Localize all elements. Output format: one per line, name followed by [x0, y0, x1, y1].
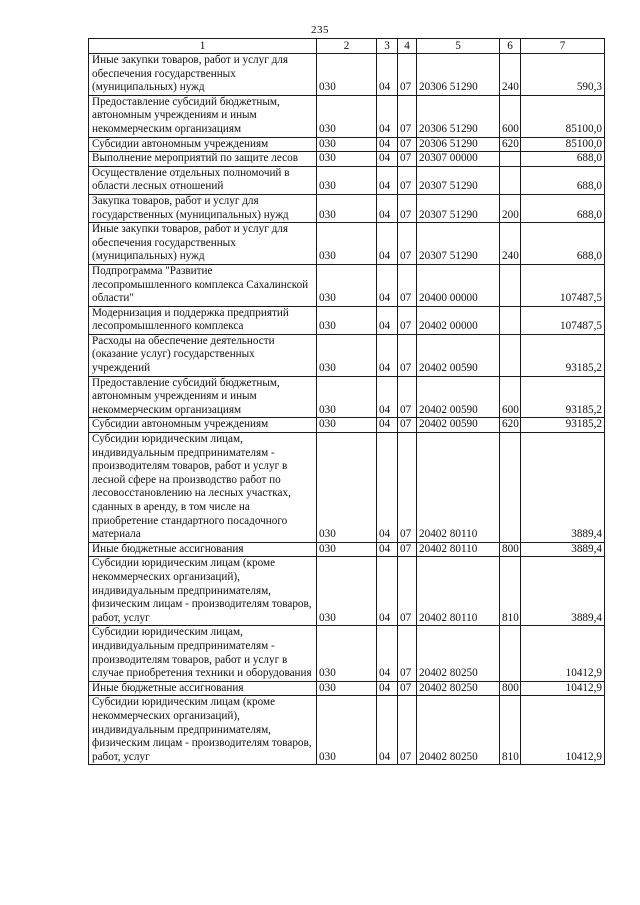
target-article-cell: 20402 00590	[417, 376, 500, 418]
section-code-cell: 04	[377, 152, 398, 167]
column-header: 3	[377, 39, 398, 54]
target-article-cell: 20402 80110	[417, 542, 500, 557]
table-row	[89, 681, 605, 696]
admin-code-cell: 030	[317, 95, 377, 137]
expense-type-cell	[500, 306, 521, 334]
subsection-code-cell: 07	[398, 54, 417, 96]
admin-code-cell: 030	[317, 223, 377, 265]
expense-type-cell: 800	[500, 542, 521, 557]
admin-code-cell: 030	[317, 54, 377, 96]
amount-cell: 3889,4	[521, 542, 605, 557]
target-article-cell: 20400 00000	[417, 264, 500, 306]
section-code-cell: 04	[377, 418, 398, 433]
admin-code-cell: 030	[317, 152, 377, 167]
table-row	[89, 334, 605, 376]
target-article-cell: 20307 00000	[417, 152, 500, 167]
amount-cell: 85100,0	[521, 95, 605, 137]
expense-type-cell: 600	[500, 376, 521, 418]
section-code-cell: 04	[377, 376, 398, 418]
admin-code-cell: 030	[317, 137, 377, 152]
section-code-cell: 04	[377, 95, 398, 137]
admin-code-cell: 030	[317, 306, 377, 334]
section-code-cell: 04	[377, 542, 398, 557]
table-row	[89, 418, 605, 433]
subsection-code-cell: 07	[398, 433, 417, 543]
row-name-cell: Субсидии автономным учреждениям	[89, 418, 317, 433]
subsection-code-cell: 07	[398, 95, 417, 137]
row-name-cell: Иные закупки товаров, работ и услуг для обеспечения государственных (муниципальных) нужд	[89, 223, 317, 265]
target-article-cell: 20402 80250	[417, 681, 500, 696]
row-name-cell: Субсидии автономным учреждениям	[89, 137, 317, 152]
amount-cell: 107487,5	[521, 306, 605, 334]
target-article-cell: 20306 51290	[417, 95, 500, 137]
target-article-cell: 20402 80110	[417, 433, 500, 543]
expense-type-cell: 600	[500, 95, 521, 137]
subsection-code-cell: 07	[398, 696, 417, 765]
section-code-cell: 04	[377, 696, 398, 765]
table-row	[89, 696, 605, 765]
admin-code-cell: 030	[317, 376, 377, 418]
subsection-code-cell: 07	[398, 334, 417, 376]
table-row	[89, 626, 605, 681]
section-code-cell: 04	[377, 166, 398, 194]
admin-code-cell: 030	[317, 194, 377, 222]
expense-type-cell: 810	[500, 557, 521, 626]
amount-cell: 688,0	[521, 223, 605, 265]
target-article-cell: 20402 00000	[417, 306, 500, 334]
admin-code-cell: 030	[317, 264, 377, 306]
table-row	[89, 306, 605, 334]
expense-type-cell	[500, 334, 521, 376]
target-article-cell: 20402 80250	[417, 626, 500, 681]
expense-type-cell	[500, 626, 521, 681]
row-name-cell: Осуществление отдельных полномочий в области лесных отношений	[89, 166, 317, 194]
column-number-row	[89, 39, 605, 54]
amount-cell: 85100,0	[521, 137, 605, 152]
row-name-cell: Предоставление субсидий бюджетным, автономным учреждениям и иным некоммерческим организациям	[89, 95, 317, 137]
subsection-code-cell: 07	[398, 166, 417, 194]
table-header	[89, 39, 605, 54]
admin-code-cell: 030	[317, 433, 377, 543]
amount-cell: 688,0	[521, 152, 605, 167]
amount-cell: 93185,2	[521, 418, 605, 433]
column-header: 1	[89, 39, 317, 54]
target-article-cell: 20402 00590	[417, 418, 500, 433]
column-header: 5	[417, 39, 500, 54]
admin-code-cell: 030	[317, 557, 377, 626]
expense-type-cell	[500, 264, 521, 306]
row-name-cell: Иные бюджетные ассигнования	[89, 681, 317, 696]
table-row	[89, 433, 605, 543]
subsection-code-cell: 07	[398, 542, 417, 557]
expense-type-cell	[500, 152, 521, 167]
budget-table	[88, 38, 605, 765]
subsection-code-cell: 07	[398, 306, 417, 334]
expense-type-cell: 200	[500, 194, 521, 222]
admin-code-cell: 030	[317, 696, 377, 765]
expense-type-cell	[500, 166, 521, 194]
amount-cell: 93185,2	[521, 376, 605, 418]
amount-cell: 10412,9	[521, 626, 605, 681]
amount-cell: 3889,4	[521, 433, 605, 543]
table-row	[89, 223, 605, 265]
section-code-cell: 04	[377, 433, 398, 543]
target-article-cell: 20306 51290	[417, 54, 500, 96]
admin-code-cell: 030	[317, 418, 377, 433]
section-code-cell: 04	[377, 194, 398, 222]
amount-cell: 107487,5	[521, 264, 605, 306]
table-row	[89, 194, 605, 222]
column-header: 6	[500, 39, 521, 54]
row-name-cell: Выполнение мероприятий по защите лесов	[89, 152, 317, 167]
target-article-cell: 20307 51290	[417, 166, 500, 194]
column-header: 7	[521, 39, 605, 54]
admin-code-cell: 030	[317, 626, 377, 681]
admin-code-cell: 030	[317, 542, 377, 557]
section-code-cell: 04	[377, 264, 398, 306]
target-article-cell: 20402 00590	[417, 334, 500, 376]
subsection-code-cell: 07	[398, 194, 417, 222]
section-code-cell: 04	[377, 306, 398, 334]
table-row	[89, 557, 605, 626]
column-header: 4	[398, 39, 417, 54]
table-row	[89, 166, 605, 194]
subsection-code-cell: 07	[398, 626, 417, 681]
table-row	[89, 152, 605, 167]
amount-cell: 10412,9	[521, 681, 605, 696]
row-name-cell: Расходы на обеспечение деятельности (оказание услуг) государственных учреждений	[89, 334, 317, 376]
row-name-cell: Предоставление субсидий бюджетным, автономным учреждениям и иным некоммерческим организациям	[89, 376, 317, 418]
subsection-code-cell: 07	[398, 418, 417, 433]
subsection-code-cell: 07	[398, 376, 417, 418]
row-name-cell: Иные закупки товаров, работ и услуг для обеспечения государственных (муниципальных) нужд	[89, 54, 317, 96]
table-row	[89, 54, 605, 96]
expense-type-cell: 240	[500, 54, 521, 96]
admin-code-cell: 030	[317, 681, 377, 696]
section-code-cell: 04	[377, 137, 398, 152]
table-row	[89, 95, 605, 137]
amount-cell: 590,3	[521, 54, 605, 96]
target-article-cell: 20306 51290	[417, 137, 500, 152]
subsection-code-cell: 07	[398, 264, 417, 306]
table-row	[89, 264, 605, 306]
row-name-cell: Субсидии юридическим лицам, индивидуальным предпринимателям - производителям товаров, работ и услуг в лесной сфере на производство работ по лесовосстановлению на лесных участках, сданных в аренду, в том числе на приобретение стандартного посадочного материала	[89, 433, 317, 543]
expense-type-cell: 810	[500, 696, 521, 765]
subsection-code-cell: 07	[398, 681, 417, 696]
row-name-cell: Закупка товаров, работ и услуг для государственных (муниципальных) нужд	[89, 194, 317, 222]
target-article-cell: 20307 51290	[417, 223, 500, 265]
target-article-cell: 20402 80250	[417, 696, 500, 765]
row-name-cell: Модернизация и поддержка предприятий лесопромышленного комплекса	[89, 306, 317, 334]
table-body	[89, 54, 605, 765]
section-code-cell: 04	[377, 334, 398, 376]
subsection-code-cell: 07	[398, 137, 417, 152]
expense-type-cell: 240	[500, 223, 521, 265]
admin-code-cell: 030	[317, 334, 377, 376]
table-row	[89, 137, 605, 152]
expense-type-cell: 620	[500, 137, 521, 152]
row-name-cell: Субсидии юридическим лицам (кроме некоммерческих организаций), индивидуальным предпринимателям, физическим лицам - производителям товаров, работ, услуг	[89, 557, 317, 626]
row-name-cell: Иные бюджетные ассигнования	[89, 542, 317, 557]
section-code-cell: 04	[377, 681, 398, 696]
target-article-cell: 20307 51290	[417, 194, 500, 222]
expense-type-cell	[500, 433, 521, 543]
section-code-cell: 04	[377, 626, 398, 681]
section-code-cell: 04	[377, 557, 398, 626]
page-number: 235	[311, 24, 329, 36]
row-name-cell: Подпрограмма "Развитие лесопромышленного комплекса Сахалинской области"	[89, 264, 317, 306]
section-code-cell: 04	[377, 54, 398, 96]
amount-cell: 93185,2	[521, 334, 605, 376]
expense-type-cell: 800	[500, 681, 521, 696]
table-row	[89, 376, 605, 418]
amount-cell: 10412,9	[521, 696, 605, 765]
target-article-cell: 20402 80110	[417, 557, 500, 626]
section-code-cell: 04	[377, 223, 398, 265]
subsection-code-cell: 07	[398, 557, 417, 626]
admin-code-cell: 030	[317, 166, 377, 194]
subsection-code-cell: 07	[398, 152, 417, 167]
subsection-code-cell: 07	[398, 223, 417, 265]
row-name-cell: Субсидии юридическим лицам, индивидуальным предпринимателям - производителям товаров, работ и услуг в случае приобретения техники и оборудования	[89, 626, 317, 681]
table-row	[89, 542, 605, 557]
amount-cell: 688,0	[521, 166, 605, 194]
expense-type-cell: 620	[500, 418, 521, 433]
column-header: 2	[317, 39, 377, 54]
amount-cell: 3889,4	[521, 557, 605, 626]
row-name-cell: Субсидии юридическим лицам (кроме некоммерческих организаций), индивидуальным предпринимателям, физическим лицам - производителям товаров, работ, услуг	[89, 696, 317, 765]
amount-cell: 688,0	[521, 194, 605, 222]
